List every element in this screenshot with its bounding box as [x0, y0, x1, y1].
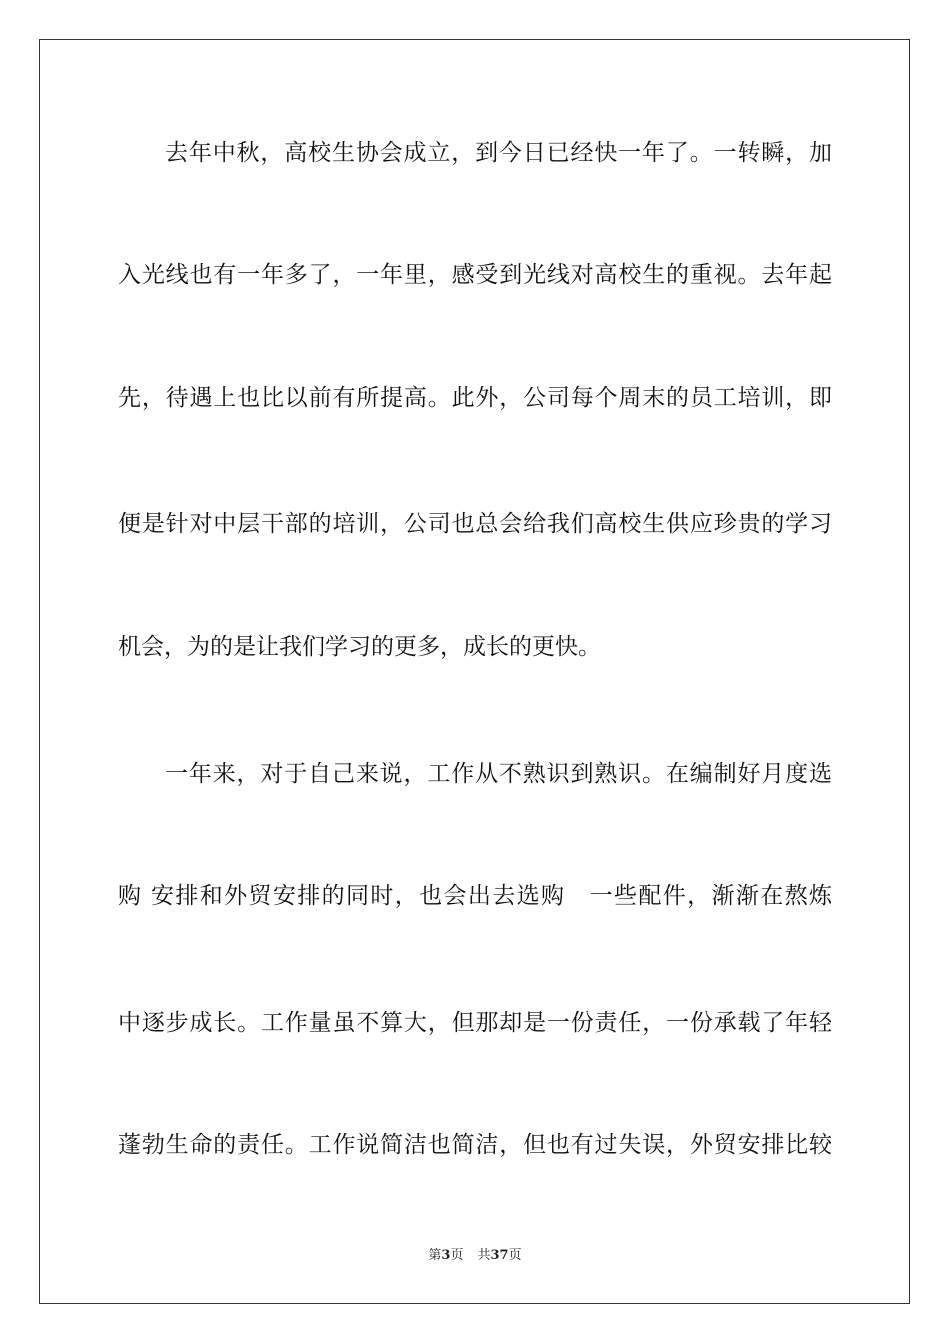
total-suffix: 页 — [508, 1248, 522, 1263]
paragraph-1-line-3: 先，待遇上也比以前有所提高。此外，公司每个周末的员工培训，即 — [118, 385, 832, 411]
paragraph-1-line-2: 入光线也有一年多了，一年里，感受到光线对高校生的重视。去年起 — [118, 262, 832, 288]
paragraph-1-line-5: 机会，为的是让我们学习的更多，成长的更快。 — [118, 634, 601, 660]
paragraph-1-line-4: 便是针对中层干部的培训，公司也总会给我们高校生供应珍贵的学习 — [118, 511, 832, 537]
total-pages: 37 — [490, 1248, 509, 1263]
paragraph-1-line-1: 去年中秋，高校生协会成立，到今日已经快一年了。一转瞬，加 — [165, 140, 832, 166]
page-suffix: 页 — [450, 1248, 464, 1263]
paragraph-2-line-1: 一年来，对于自己来说，工作从不熟识到熟识。在编制好月度选 — [165, 761, 832, 787]
total-prefix: 共 — [477, 1248, 491, 1263]
paragraph-2-line-4: 蓬勃生命的责任。工作说简洁也简洁，但也有过失误，外贸安排比较 — [118, 1132, 832, 1158]
page-prefix: 第 — [428, 1248, 442, 1263]
page-border — [39, 39, 910, 1304]
paragraph-2-line-2: 购 安排和外贸安排的同时，也会出去选购 一些配件，渐渐在熬炼 — [118, 883, 832, 909]
page-number: 3 — [441, 1248, 451, 1263]
page-footer — [0, 1247, 950, 1265]
paragraph-2-line-3: 中逐步成长。工作量虽不算大，但那却是一份责任，一份承载了年轻 — [118, 1010, 832, 1036]
